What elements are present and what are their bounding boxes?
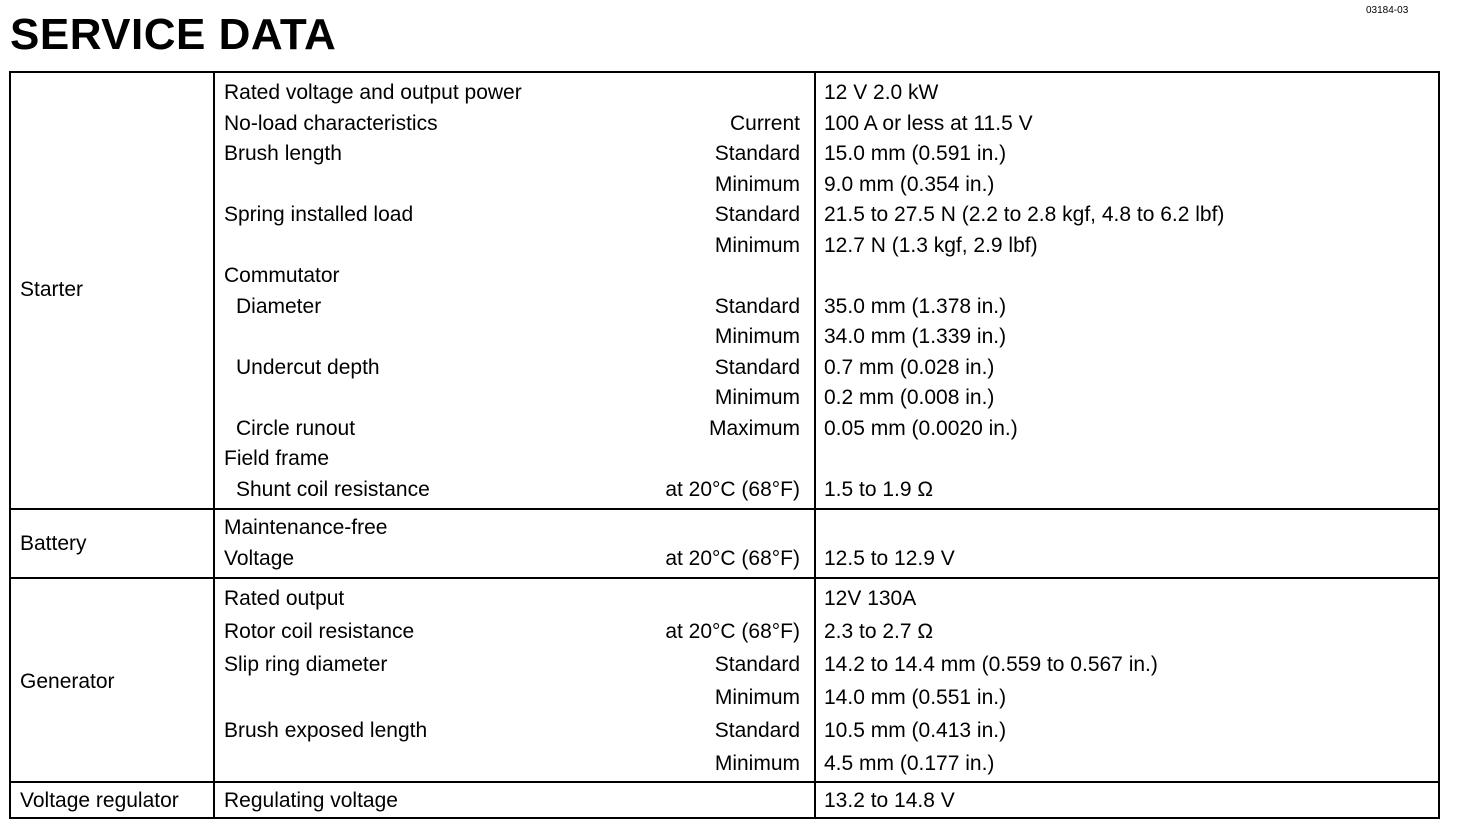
section-voltage-regulator <box>11 781 1438 819</box>
item-value: 12.5 to 12.9 V <box>824 546 955 570</box>
item-value: 10.5 mm (0.413 in.) <box>824 719 1007 742</box>
item-label: Voltage <box>224 546 295 570</box>
item-condition: at 20°C (68°F) <box>665 546 800 570</box>
item-condition: at 20°C (68°F) <box>665 477 800 501</box>
item-value: 0.2 mm (0.008 in.) <box>824 386 995 409</box>
item-value: 0.7 mm (0.028 in.) <box>824 355 995 379</box>
item-label: Maintenance-free <box>224 516 388 539</box>
item-value: 13.2 to 14.8 V <box>824 789 955 812</box>
item-value: 12 V 2.0 kW <box>824 81 939 104</box>
section-starter <box>11 73 1438 508</box>
item-value: 12V 130A <box>824 587 917 610</box>
item-condition: Minimum <box>714 325 800 348</box>
item-condition: Standard <box>714 142 800 165</box>
item-condition: Standard <box>714 719 800 742</box>
item-value: 21.5 to 27.5 N (2.2 to 2.8 kgf, 4.8 to 6.2 lbf) <box>824 203 1225 226</box>
item-label: Rotor coil resistance <box>224 620 415 643</box>
section-battery <box>11 508 1438 579</box>
item-condition: Maximum <box>708 416 800 440</box>
category-label: Voltage regulator <box>20 789 179 812</box>
item-condition: at 20°C (68°F) <box>665 620 800 643</box>
category-label: Starter <box>20 278 84 301</box>
section-generator <box>11 577 1438 783</box>
item-label: Brush exposed length <box>224 719 428 742</box>
item-label: Circle runout <box>236 416 356 440</box>
item-value: 1.5 to 1.9 Ω <box>824 477 934 501</box>
item-value: 34.0 mm (1.339 in.) <box>824 325 1007 348</box>
item-value: 0.05 mm (0.0020 in.) <box>824 416 1018 440</box>
item-label: Rated voltage and output power <box>224 81 522 104</box>
service-data-table <box>9 71 1440 819</box>
page-title: SERVICE DATA <box>10 10 337 59</box>
item-label: Shunt coil resistance <box>236 477 430 501</box>
item-condition: Minimum <box>714 172 800 196</box>
item-label: No-load characteristics <box>224 111 438 135</box>
item-label: Commutator <box>224 264 340 287</box>
item-value: 14.2 to 14.4 mm (0.559 to 0.567 in.) <box>824 653 1158 676</box>
item-value: 2.3 to 2.7 Ω <box>824 620 934 643</box>
item-label: Slip ring diameter <box>224 653 388 676</box>
item-value: 100 A or less at 11.5 V <box>824 111 1033 135</box>
item-condition: Standard <box>714 203 800 226</box>
item-label: Diameter <box>236 294 322 318</box>
item-condition: Standard <box>714 653 800 676</box>
item-value: 4.5 mm (0.177 in.) <box>824 752 995 775</box>
item-value: 15.0 mm (0.591 in.) <box>824 142 1007 165</box>
item-condition: Minimum <box>714 386 800 409</box>
item-condition: Standard <box>714 294 800 318</box>
item-condition: Standard <box>714 355 800 379</box>
item-condition: Minimum <box>714 686 800 709</box>
item-condition: Minimum <box>714 752 800 775</box>
item-value: 35.0 mm (1.378 in.) <box>824 294 1007 318</box>
item-label: Rated output <box>224 587 345 610</box>
item-label: Regulating voltage <box>224 789 398 812</box>
category-label: Generator <box>20 670 115 693</box>
item-condition: Minimum <box>714 233 800 257</box>
item-label: Undercut depth <box>236 355 380 379</box>
item-value: 12.7 N (1.3 kgf, 2.9 lbf) <box>824 233 1038 257</box>
item-label: Spring installed load <box>224 203 414 226</box>
item-value: 14.0 mm (0.551 in.) <box>824 686 1007 709</box>
document-code: 03184-03 <box>1366 5 1409 16</box>
item-label: Field frame <box>224 447 330 470</box>
item-condition: Current <box>729 111 800 135</box>
item-label: Brush length <box>224 142 342 165</box>
item-value: 9.0 mm (0.354 in.) <box>824 172 995 196</box>
category-label: Battery <box>20 532 87 555</box>
